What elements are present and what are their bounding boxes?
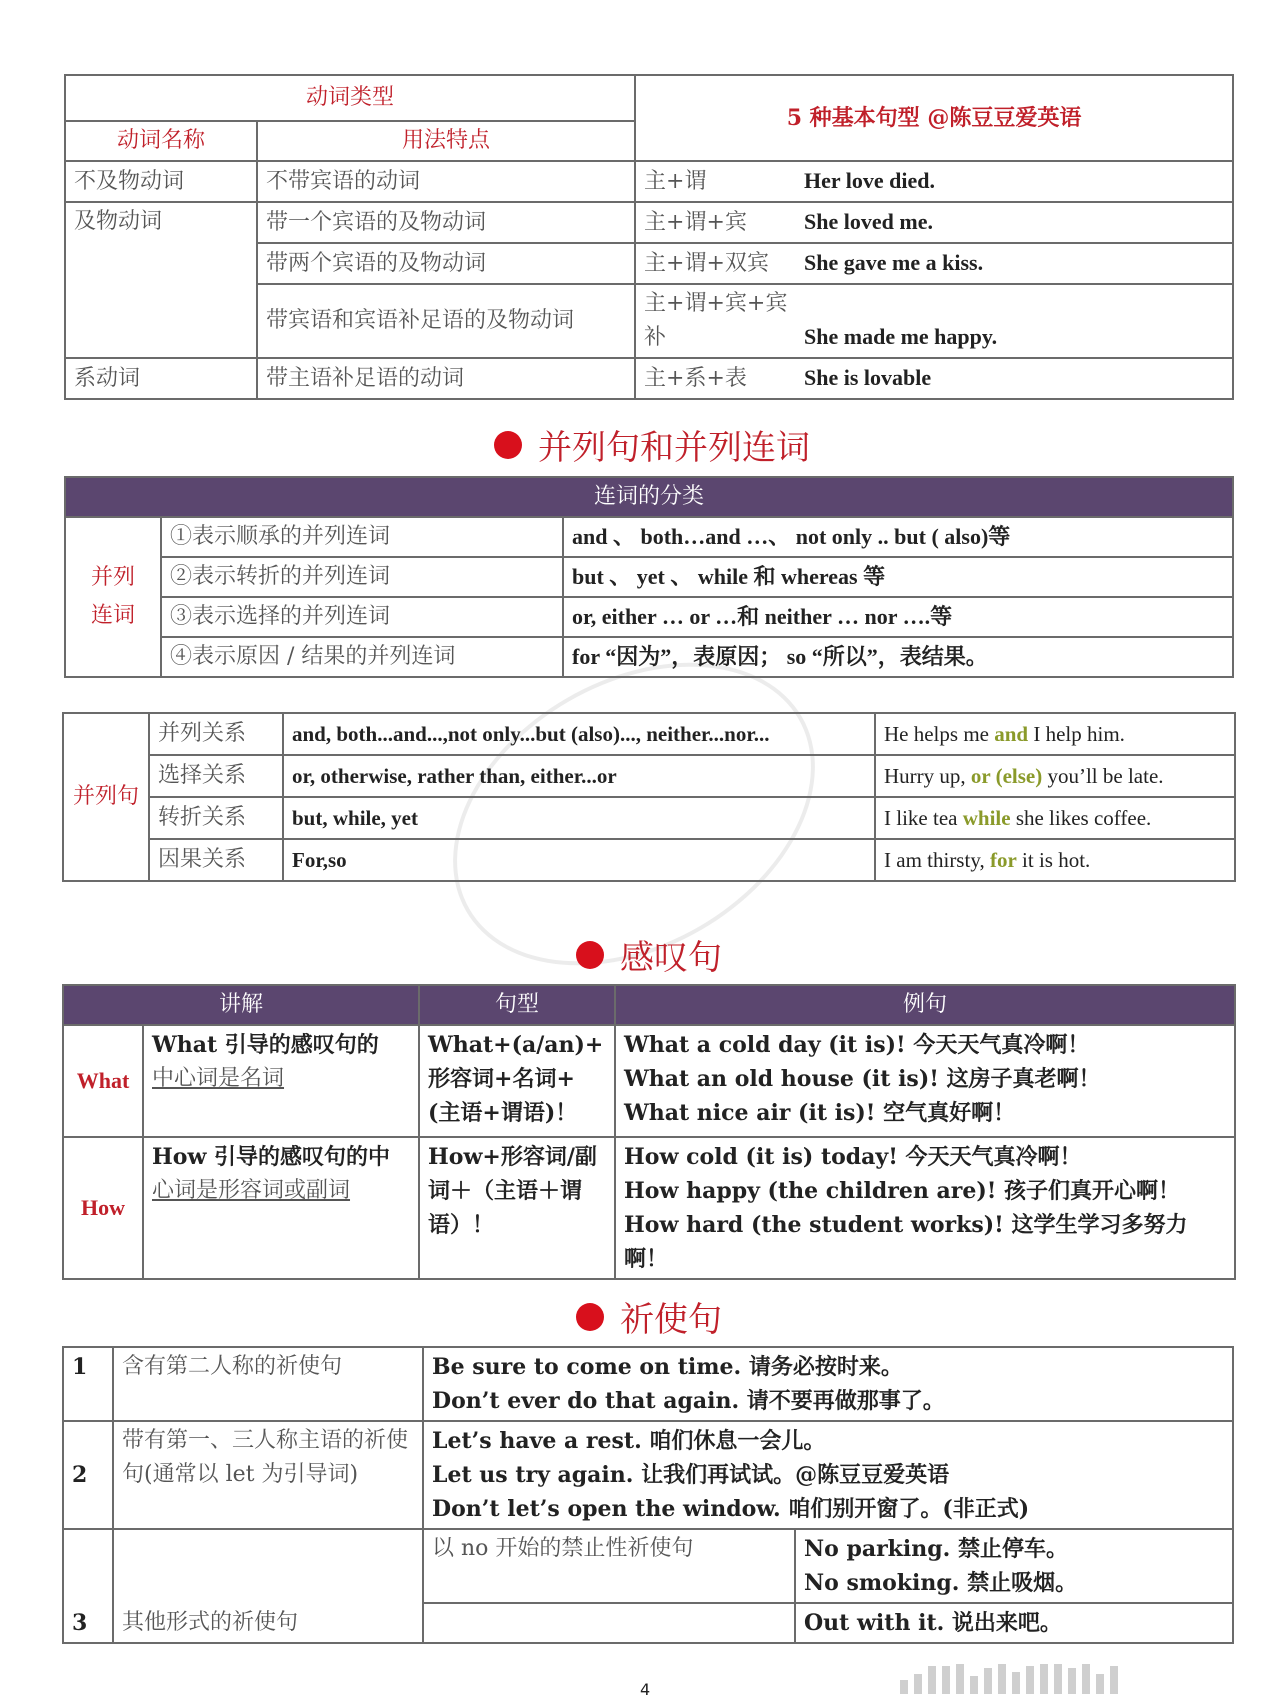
excl-pattern: What+(a/an)+ 形容词+名词+(主语+谓语)！ (419, 1025, 615, 1137)
example-text: I help him. (1028, 722, 1125, 746)
imp-desc: 含有第二人称的祈使句 (113, 1347, 423, 1421)
sentence-pattern-row (635, 284, 1233, 358)
relation-example (875, 839, 1235, 881)
conjunction-words: for “因为”，表原因； so “所以”，表结果。 (563, 637, 1233, 677)
sentence-pattern-row (635, 358, 1233, 399)
example-keyword: or (else) (970, 764, 1043, 788)
example-line: How happy (the children are)! 孩子们真开心啊！ (624, 1178, 1181, 1204)
relation-words: For,so (283, 839, 875, 881)
imp-desc: 其他形式的祈使句 (113, 1529, 423, 1643)
verb-feature: 不带宾语的动词 (257, 161, 635, 202)
bullet-dot-icon (494, 431, 522, 459)
col-explain: 讲解 (63, 985, 419, 1025)
pattern: 主+系+表 (644, 366, 747, 391)
imp-empty-cell (423, 1603, 795, 1643)
example-line: What a cold day (it is)! 今天天气真冷啊！ (624, 1032, 1090, 1058)
explain-line: How 引导的感叹句的中 (152, 1144, 391, 1170)
verb-table-right-header: 5 种基本句型 @陈豆豆爱英语 (635, 75, 1233, 161)
excl-examples (615, 1137, 1235, 1279)
pattern: 主+谓+宾 (644, 210, 747, 235)
conjunction-table (64, 476, 1234, 678)
section-title-imperative (576, 1292, 722, 1341)
section-title-text: 并列句和并列连词 (538, 428, 810, 468)
pattern-example: She gave me a kiss. (804, 250, 984, 275)
verb-name: 系动词 (65, 358, 257, 399)
compound-sentence-table (62, 712, 1236, 882)
explain-line-underlined: 心词是形容词或副词 (152, 1178, 351, 1203)
relation-example (875, 755, 1235, 797)
verb-feature: 带主语补足语的动词 (257, 358, 635, 399)
sentence-pattern-row (635, 243, 1233, 284)
imp-num: 1 (63, 1347, 113, 1421)
example-text: she likes coffee. (1010, 806, 1152, 830)
col-verb-name: 动词名称 (65, 121, 257, 161)
pattern-example: She is lovable (804, 365, 932, 390)
example-line: What nice air (it is)! 空气真好啊！ (624, 1100, 1016, 1126)
example-text: you’ll be late. (1042, 764, 1164, 788)
imp-desc: 带有第一、三人称主语的祈使句(通常以 let 为引导词) (113, 1421, 423, 1529)
example-keyword: and (994, 722, 1029, 746)
conjunction-words: but 、 yet 、 while 和 whereas 等 (563, 557, 1233, 597)
col-example: 例句 (615, 985, 1235, 1025)
verb-name: 及物动词 (65, 202, 257, 358)
pattern-example: She made me happy. (804, 324, 998, 349)
section-title-exclamatory (576, 930, 722, 979)
conjunction-type: ④表示原因 / 结果的并列连词 (161, 637, 563, 677)
pattern: 主+谓+双宾 (644, 251, 769, 276)
conjunction-type: ③表示选择的并列连词 (161, 597, 563, 637)
example-text: I like tea (884, 806, 963, 830)
imp-examples (423, 1421, 1233, 1529)
relation-words: and, both...and...,not only...but (also)..., neither...nor... (283, 713, 875, 755)
sentence-pattern-row (635, 202, 1233, 243)
verb-table-header: 动词类型 (65, 75, 635, 121)
example-text: He helps me (884, 722, 995, 746)
example-keyword: for (989, 848, 1017, 872)
verb-name: 不及物动词 (65, 161, 257, 202)
example-text: Hurry up, (884, 764, 971, 788)
page-number: 4 (640, 1680, 651, 1699)
verb-feature: 带两个宾语的及物动词 (257, 243, 635, 284)
example-line: No smoking. 禁止吸烟。 (804, 1570, 1078, 1596)
bullet-dot-icon (576, 941, 604, 969)
excl-explain (143, 1137, 419, 1279)
imperative-table (62, 1346, 1234, 1644)
example-line: Let us try again. 让我们再试试。@陈豆豆爱英语 (432, 1462, 950, 1488)
relation-words: or, otherwise, rather than, either...or (283, 755, 875, 797)
relation-example (875, 713, 1235, 755)
col-verb-feature: 用法特点 (257, 121, 635, 161)
imp-examples (795, 1529, 1233, 1603)
relation-example (875, 797, 1235, 839)
example-line: How cold (it is) today! 今天天气真冷啊！ (624, 1144, 1082, 1170)
compound-side-label: 并列句 (63, 713, 149, 881)
example-line: No parking. 禁止停车。 (804, 1536, 1068, 1562)
exclamatory-table (62, 984, 1236, 1280)
excl-pattern: How+形容词/副词＋（主语＋谓语）！ (419, 1137, 615, 1279)
section-title-coordinate (494, 420, 810, 469)
conjunction-table-header: 连词的分类 (65, 477, 1233, 517)
pattern-example: She loved me. (804, 209, 933, 234)
verb-feature: 带一个宾语的及物动词 (257, 202, 635, 243)
excl-label: What (63, 1025, 143, 1137)
example-line: Be sure to come on time. 请务必按时来。 (432, 1354, 903, 1380)
imp-examples (423, 1347, 1233, 1421)
example-line: What an old house (it is)! 这房子真老啊！ (624, 1066, 1101, 1092)
bullet-dot-icon (576, 1303, 604, 1331)
relation-type: 选择关系 (149, 755, 283, 797)
barcode-decoration (900, 1660, 1260, 1694)
relation-type: 因果关系 (149, 839, 283, 881)
verb-type-table (64, 74, 1234, 400)
example-line: Don’t let’s open the window. 咱们别开窗了。(非正式) (432, 1496, 1030, 1522)
example-text: I am thirsty, (884, 848, 990, 872)
verb-feature: 带宾语和宾语补足语的及物动词 (257, 284, 635, 358)
relation-words: but, while, yet (283, 797, 875, 839)
sentence-pattern-row (635, 161, 1233, 202)
excl-label: How (63, 1137, 143, 1279)
conjunction-words: and 、 both…and …、 not only .. but ( also)等 (563, 517, 1233, 557)
conjunction-type: ①表示顺承的并列连词 (161, 517, 563, 557)
imp-num: 2 (63, 1421, 113, 1529)
imp-example-last: Out with it. 说出来吧。 (795, 1603, 1233, 1643)
section-title-text: 感叹句 (620, 938, 722, 978)
section-title-text: 祈使句 (620, 1300, 722, 1340)
conjunction-side-label: 并列 连词 (65, 517, 161, 677)
relation-type: 转折关系 (149, 797, 283, 839)
col-pattern: 句型 (419, 985, 615, 1025)
excl-examples (615, 1025, 1235, 1137)
conjunction-type: ②表示转折的并列连词 (161, 557, 563, 597)
example-line: Don’t ever do that again. 请不要再做那事了。 (432, 1388, 945, 1414)
pattern: 主+谓 (644, 169, 707, 194)
conjunction-words: or, either … or …和 neither … nor ….等 (563, 597, 1233, 637)
example-keyword: while (962, 806, 1011, 830)
example-line: Let’s have a rest. 咱们休息一会儿。 (432, 1428, 826, 1454)
explain-line-underlined: 中心词是名词 (152, 1066, 285, 1091)
excl-explain (143, 1025, 419, 1137)
example-line: How hard (the student works)! 这学生学习多努力啊！ (624, 1212, 1188, 1272)
imp-sub-desc: 以 no 开始的禁止性祈使句 (423, 1529, 795, 1603)
example-text: it is hot. (1016, 848, 1091, 872)
pattern-example: Her love died. (804, 168, 935, 193)
explain-line: What 引导的感叹句的 (152, 1032, 379, 1058)
pattern: 主+谓+宾+宾补 (644, 291, 788, 350)
relation-type: 并列关系 (149, 713, 283, 755)
imp-num: 3 (63, 1529, 113, 1643)
